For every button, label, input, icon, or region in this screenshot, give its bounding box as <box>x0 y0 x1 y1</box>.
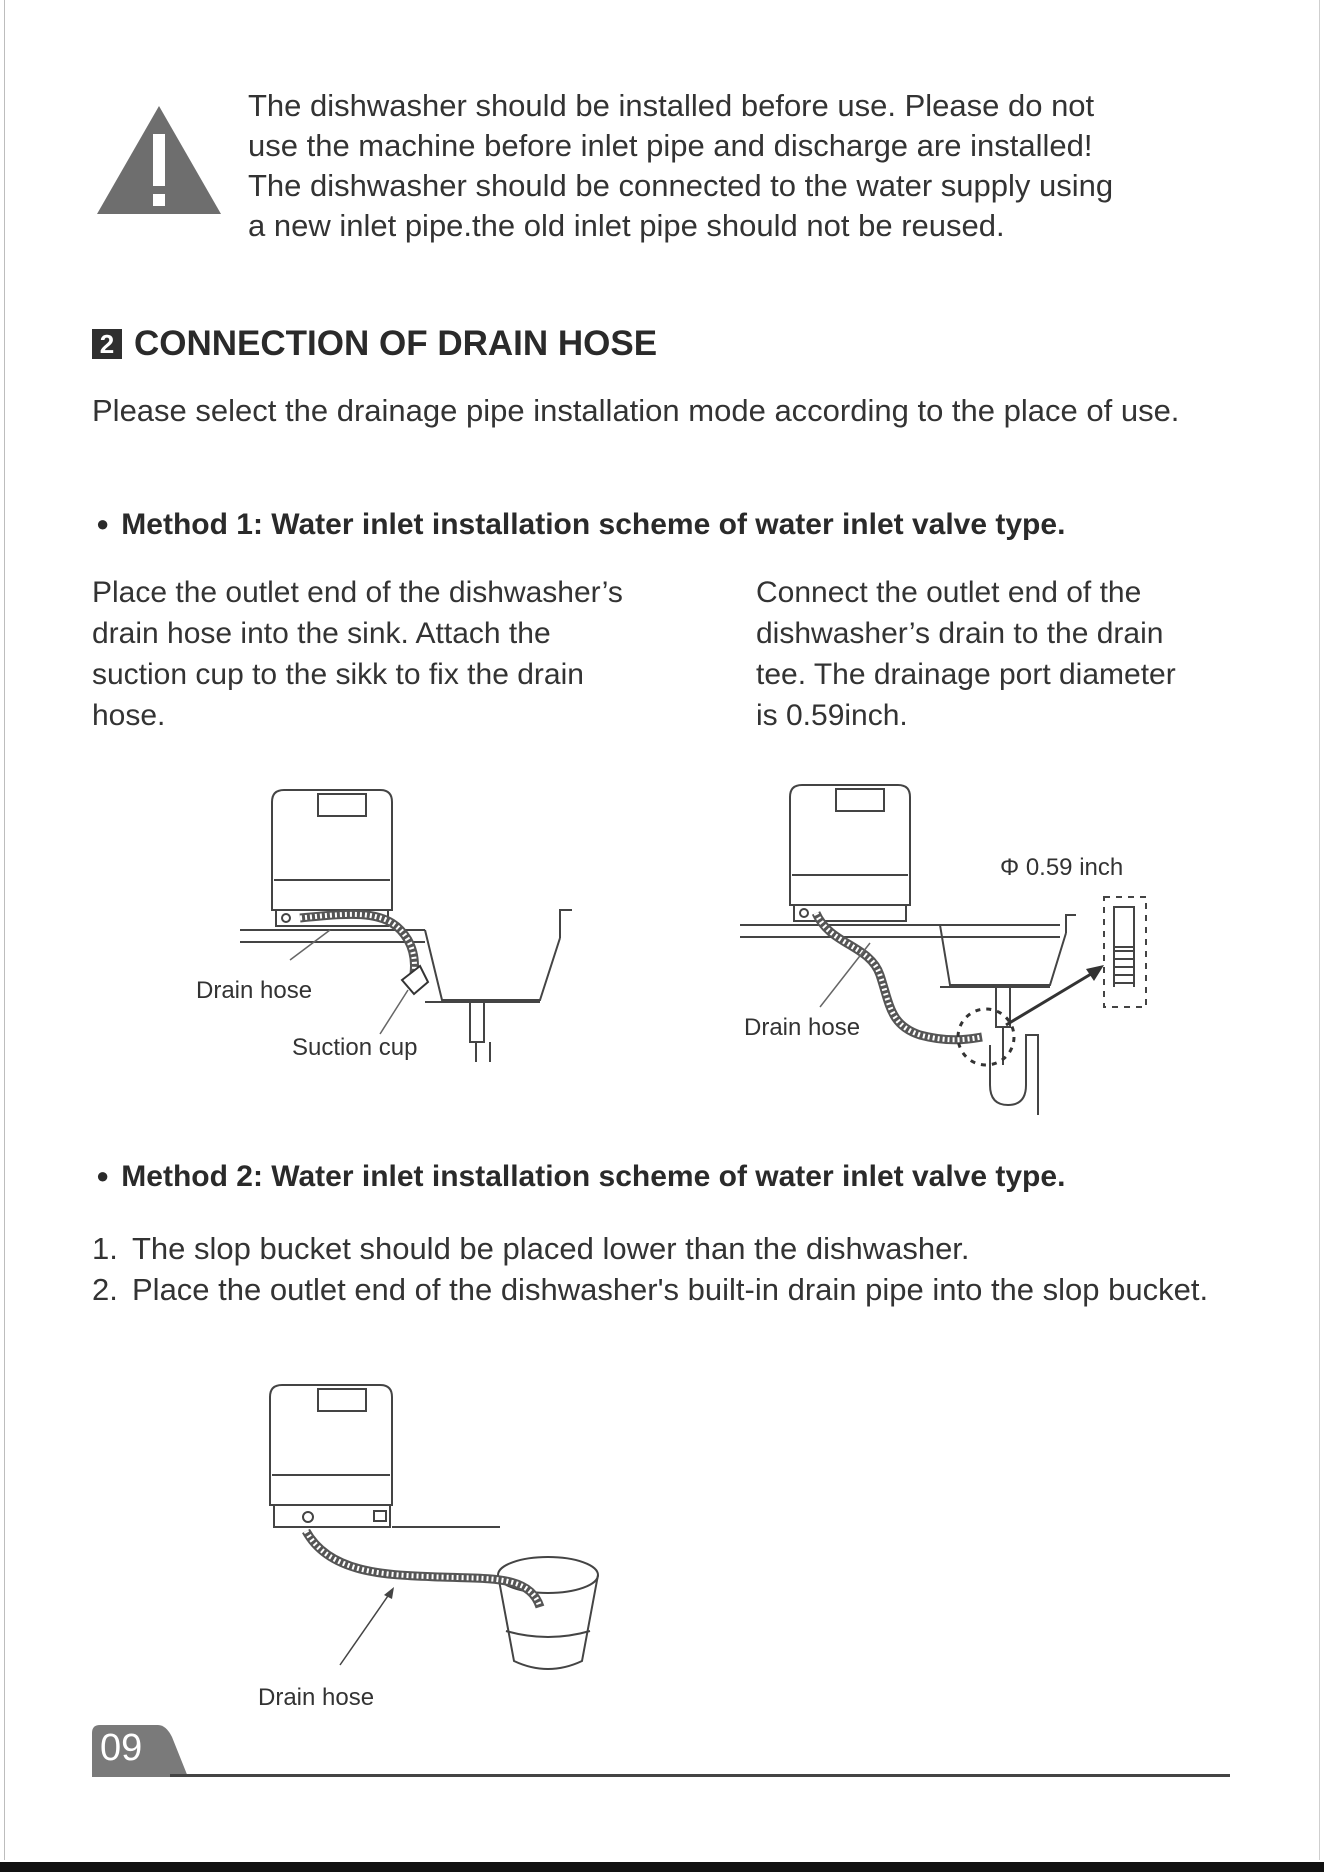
instruction-line: Place the outlet end of the dishwasher’s <box>92 576 623 609</box>
step-number: 2. <box>92 1272 118 1307</box>
slop-bucket-illustration <box>240 1375 620 1705</box>
method2-steps <box>92 1228 1252 1310</box>
page-border-left <box>4 0 5 1860</box>
drain-hose-label: Drain hose <box>744 1014 861 1041</box>
section-intro: Please select the drainage pipe installation mode according to the place of use. <box>92 393 1180 428</box>
warning-line: use the machine before inlet pipe and discharge are installed! <box>248 128 1093 163</box>
bullet-icon: ● <box>96 1163 110 1188</box>
page-border-right <box>1319 0 1320 1860</box>
footer-rule <box>170 1774 1230 1777</box>
step-text: Place the outlet end of the dishwasher's built-in drain pipe into the slop bucket. <box>132 1272 1209 1307</box>
warning-line: a new inlet pipe.the old inlet pipe should not be reused. <box>248 208 1005 243</box>
diameter-label: Φ 0.59 inch <box>1000 854 1124 881</box>
instruction-line: hose. <box>92 699 166 732</box>
drain-hose-label: Drain hose <box>196 977 313 1004</box>
step-number: 1. <box>92 1231 118 1266</box>
section-number-badge: 2 <box>92 329 122 359</box>
section-heading <box>92 324 657 364</box>
page-bottom-edge <box>0 1862 1324 1872</box>
list-item <box>92 1228 1252 1269</box>
method1-heading <box>96 508 1065 542</box>
instruction-line: drain hose into the sink. Attach the <box>92 617 551 650</box>
sink-drain-illustration <box>180 780 600 1070</box>
step-text: The slop bucket should be placed lower than the dishwasher. <box>132 1231 970 1266</box>
method1-tee-instructions <box>756 572 1276 736</box>
page-number: 09 <box>100 1727 143 1769</box>
drain-tee-illustration <box>720 775 1240 1115</box>
instruction-line: is 0.59inch. <box>756 699 908 732</box>
instruction-line: Connect the outlet end of the <box>756 576 1142 609</box>
section-title: CONNECTION OF DRAIN HOSE <box>134 324 658 363</box>
method2-heading <box>96 1160 1065 1194</box>
warning-triangle-icon <box>95 104 223 216</box>
suction-cup-label: Suction cup <box>292 1034 418 1061</box>
instruction-line: dishwasher’s drain to the drain <box>756 617 1164 650</box>
method1-sink-instructions <box>92 572 732 736</box>
list-item <box>92 1269 1252 1310</box>
warning-line: The dishwasher should be installed before use. Please do not <box>248 88 1095 123</box>
instruction-line: suction cup to the sikk to fix the drain <box>92 658 584 691</box>
bullet-icon: ● <box>96 511 110 536</box>
method2-title: Method 2: Water inlet installation scheme of water inlet valve type. <box>121 1160 1066 1193</box>
installation-warning <box>248 86 1248 246</box>
drain-hose-label: Drain hose <box>258 1684 375 1705</box>
method1-title: Method 1: Water inlet installation scheme of water inlet valve type. <box>121 508 1066 541</box>
warning-line: The dishwasher should be connected to the water supply using <box>248 168 1114 203</box>
instruction-line: tee. The drainage port diameter <box>756 658 1176 691</box>
